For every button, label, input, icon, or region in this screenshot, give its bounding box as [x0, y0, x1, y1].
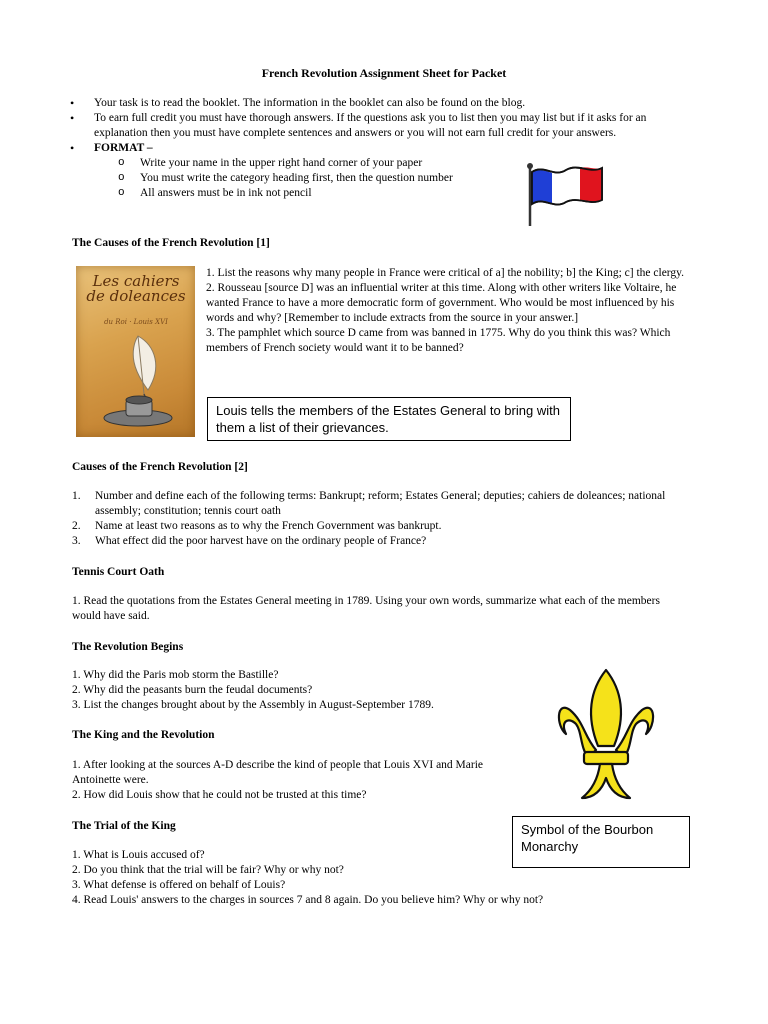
question: 3. What defense is offered on behalf of Louis? — [72, 879, 286, 891]
booklet-cover-image — [76, 266, 195, 437]
section-heading: The Revolution Begins — [72, 641, 184, 653]
booklet-title: Les cahiers de doleances — [86, 272, 186, 305]
page-title: French Revolution Assignment Sheet for Packet — [261, 66, 507, 80]
format-label: FORMAT – — [94, 142, 153, 154]
question: 1. List the reasons why many people in France were critical of a] the nobility; b] the King; c] the clergy. — [206, 267, 685, 279]
section-4-questions — [72, 668, 532, 713]
question: 4. Read Louis' answers to the charges in sources 7 and 8 again. Do you believe him? Why or why not? — [72, 894, 544, 906]
estates-general-callout: Louis tells the members of the Estates General to bring with them a list of their grievances. — [207, 397, 571, 441]
format-item: o You must write the category heading first, then the question number — [94, 171, 690, 186]
question-text: Name at least two reasons as to why the French Government was bankrupt. — [95, 520, 442, 532]
intro-bullet: • Your task is to read the booklet. The information in the booklet can also be found on the blog. — [70, 96, 690, 111]
question: 3. List the changes brought about by the Assembly in August-September 1789. — [72, 699, 434, 711]
question: 3. The pamphlet which source D came from was banned in 1775. Why do you think this was? Which members of French society would want it to be banned? — [206, 327, 671, 354]
section-heading: The King and the Revolution — [72, 729, 215, 741]
fleur-de-lis-icon — [554, 666, 658, 806]
question: 2. How did Louis show that he could not be trusted at this time? — [72, 789, 367, 801]
section-6-questions — [72, 848, 692, 908]
question — [72, 534, 692, 549]
question-text: What effect did the poor harvest have on the ordinary people of France? — [95, 535, 427, 547]
question-number: 1. — [72, 490, 81, 502]
french-flag-icon — [522, 160, 608, 234]
quill-inkwell-icon — [86, 332, 186, 432]
question: 2. Do you think that the trial will be fair? Why or why not? — [72, 864, 344, 876]
question — [72, 489, 692, 519]
section-5-questions — [72, 758, 532, 803]
section-1-questions — [206, 266, 694, 356]
section-heading: The Trial of the King — [72, 820, 176, 832]
question: 1. Read the quotations from the Estates General meeting in 1789. Using your own words, summarize what each of the members would have said. — [72, 595, 660, 622]
section-3-questions — [72, 594, 672, 624]
section-heading: Causes of the French Revolution [2] — [72, 461, 248, 473]
question-number: 3. — [72, 535, 81, 547]
question-number: 2. — [72, 520, 81, 532]
question: 2. Rousseau [source D] was an influential writer at this time. Along with other writers like Voltaire, he wanted France to have a more democratic form of government. Who would be most influenced by his words and why? [Remember to include extracts from the source in your answer.] — [206, 282, 677, 324]
intro-bullet: • To earn full credit you must have thorough answers. If the questions ask you to list then you may list but if it asks for an explanation then you must have complete sentences and answers or you will not earn full credit for your answers. — [70, 111, 690, 141]
section-2-questions — [72, 489, 692, 549]
format-item: o Write your name in the upper right hand corner of your paper — [94, 156, 690, 171]
format-item: o All answers must be in ink not pencil — [94, 186, 690, 201]
booklet-subtitle: du Roi · Louis XVI — [104, 318, 168, 326]
question: 1. What is Louis accused of? — [72, 849, 205, 861]
question: 2. Why did the peasants burn the feudal documents? — [72, 684, 313, 696]
question — [72, 519, 692, 534]
section-heading: The Causes of the French Revolution [1] — [72, 237, 270, 249]
question-text: Number and define each of the following terms: Bankrupt; reform; Estates General; deputies; cahiers de doleances; national assembly; constitution; tennis court oath — [95, 490, 666, 517]
question: 1. Why did the Paris mob storm the Bastille? — [72, 669, 279, 681]
bourbon-caption: Symbol of the Bourbon Monarchy — [512, 816, 690, 868]
section-heading: Tennis Court Oath — [72, 566, 165, 578]
question: 1. After looking at the sources A-D describe the kind of people that Louis XVI and Marie Antoinette were. — [72, 759, 484, 786]
